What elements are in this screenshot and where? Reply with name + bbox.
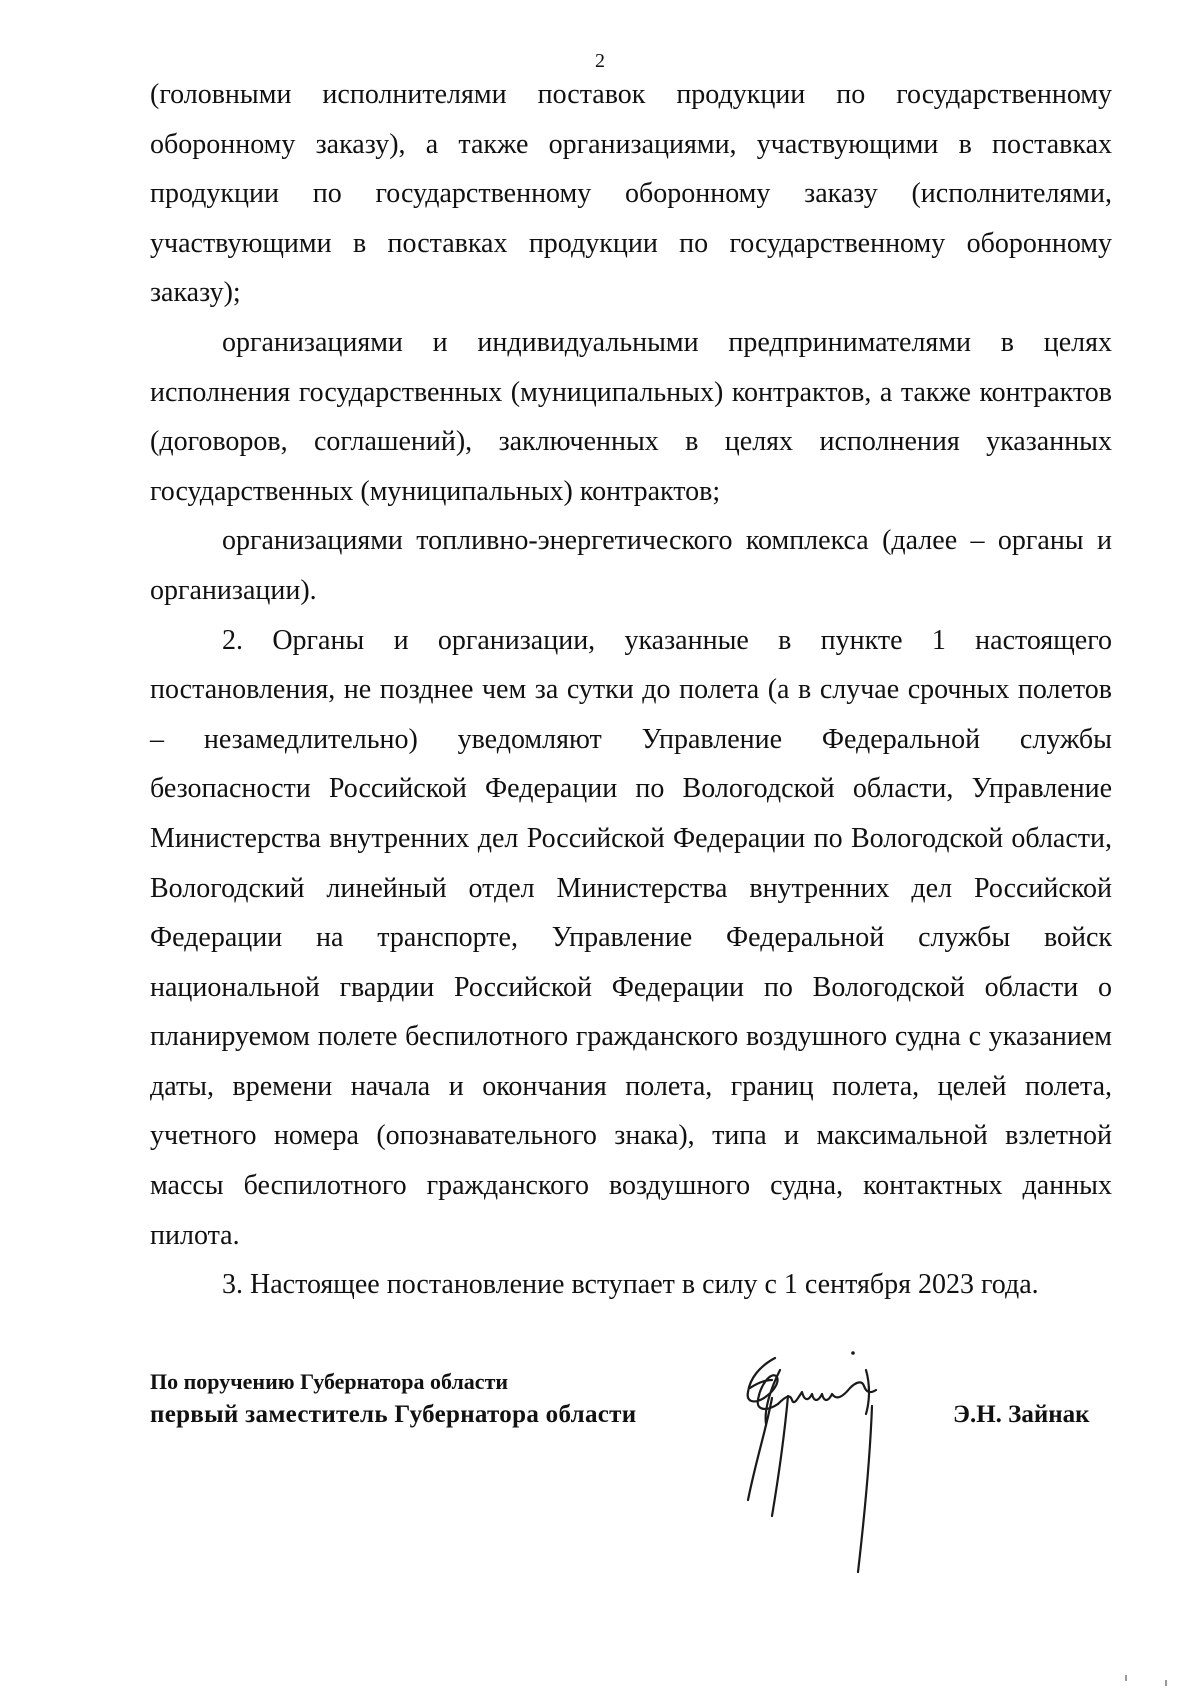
scan-speck — [1165, 1680, 1167, 1686]
signatory-position: первый заместитель Губернатора области — [150, 1401, 637, 1428]
paragraph-entrepreneurs: организациями и индивидуальными предпринимателями в целях исполнения государственных (муниципальных) контрактов, а также контрактов (договоров, соглашений), заключенных в целях исполнения указанных государственных (муниципальных) контрактов; — [150, 326, 1112, 507]
signatory-authority: По поручению Губернатора области — [150, 1369, 509, 1394]
document-body — [150, 70, 1112, 1310]
page-number: 2 — [595, 50, 605, 72]
handwritten-signature — [720, 1340, 980, 1600]
signer-name: Э.Н. Зайнак — [953, 1401, 1090, 1428]
scan-speck — [1125, 1675, 1127, 1681]
signature-block — [150, 1367, 636, 1433]
paragraph-clause-3: 3. Настоящее постановление вступает в силу с 1 сентября 2023 года. — [222, 1269, 1039, 1301]
paragraph-clause-2: 2. Органы и организации, указанные в пункте 1 настоящего постановления, не позднее чем за сутки до полета (а в случае срочных полетов – незамедлительно) уведомляют Управление Федеральной службы безопасности Российской Федерации по Вологодской области, Управление Министерства внутренних дел Российской Федерации по Вологодской области, Вологодский линейный отдел Министерства внутренних дел Российской Федерации на транспорте, Управление Федеральной службы войск национальной гвардии Российской Федерации по Вологодской области о планируемом полете беспилотного гражданского воздушного судна с указанием даты, времени начала и окончания полета, границ полета, целей полета, учетного номера (опознавательного знака), типа и максимальной взлетной массы беспилотного гражданского воздушного судна, контактных данных пилота. — [150, 624, 1112, 1251]
paragraph-fuel-energy: организациями топливно-энергетического комплекса (далее – органы и организации). — [150, 525, 1112, 606]
paragraph-continuation: (головными исполнителями поставок продукции по государственному оборонному заказу), а также организациями, участвующими в поставках продукции по государственному оборонному заказу (исполнителями, участвующими в поставках продукции по государственному оборонному заказу); — [150, 79, 1112, 309]
